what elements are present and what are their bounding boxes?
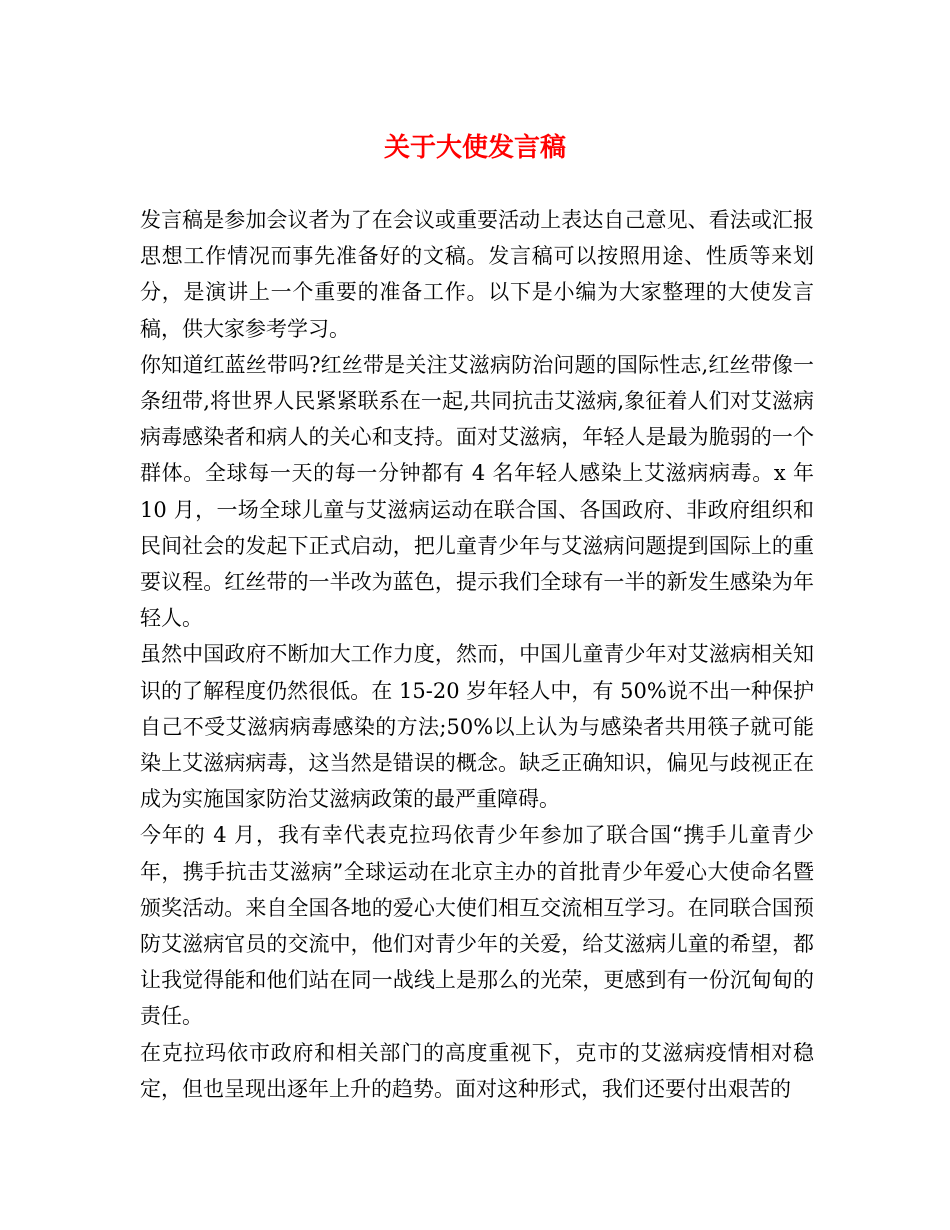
paragraph-ambassador-event: 今年的 4 月，我有幸代表克拉玛依青少年参加了联合国“携手儿童青少年，携手抗击艾滋病”全球运动在北京主办的首批青少年爱心大使命名暨颁奖活动。来自全国各地的爱心大使们相互交流相互学习。在同联合国预防艾滋病官员的交流中，他们对青少年的关爱，给艾滋病儿童的希望，都让我觉得能和他们站在同一战线上是那么的光荣，更感到有一份沉甸甸的责任。: [140, 823, 814, 1029]
document-body: [140, 202, 814, 1107]
paragraph-awareness: 虽然中国政府不断加大工作力度，然而，中国儿童青少年对艾滋病相关知识的了解程度仍然很低。在 15-20 岁年轻人中，有 50%说不出一种保护自己不受艾滋病病毒感染的方法;50%以上认为与感染者共用筷子就可能染上艾滋病病毒，这当然是错误的概念。缺乏正确知识，偏见与歧视正在成为实施国家防治艾滋病政策的最严重障碍。: [140, 642, 814, 812]
paragraph-red-ribbon: 你知道红蓝丝带吗?红丝带是关注艾滋病防治问题的国际性志,红丝带像一条纽带,将世界人民紧紧联系在一起,共同抗击艾滋病,象征着人们对艾滋病病毒感染者和病人的关心和支持。面对艾滋病，年轻人是最为脆弱的一个群体。全球每一天的每一分钟都有 4 名年轻人感染上艾滋病病毒。x 年 10 月，一场全球儿童与艾滋病运动在联合国、各国政府、非政府组织和民间社会的发起下正式启动，把儿童青少年与艾滋病问题提到国际上的重要议程。红丝带的一半改为蓝色，提示我们全球有一半的新发生感染为年轻人。: [140, 352, 814, 631]
document-title: 关于大使发言稿: [383, 133, 566, 163]
paragraph-karamay: 在克拉玛依市政府和相关部门的高度重视下，克市的艾滋病疫情相对稳定，但也呈现出逐年上升的趋势。面对这种形式，我们还要付出艰苦的: [140, 1040, 814, 1101]
paragraph-intro: 发言稿是参加会议者为了在会议或重要活动上表达自己意见、看法或汇报思想工作情况而事先准备好的文稿。发言稿可以按照用途、性质等来划分，是演讲上一个重要的准备工作。以下是小编为大家整理的大使发言稿，供大家参考学习。: [140, 208, 814, 341]
